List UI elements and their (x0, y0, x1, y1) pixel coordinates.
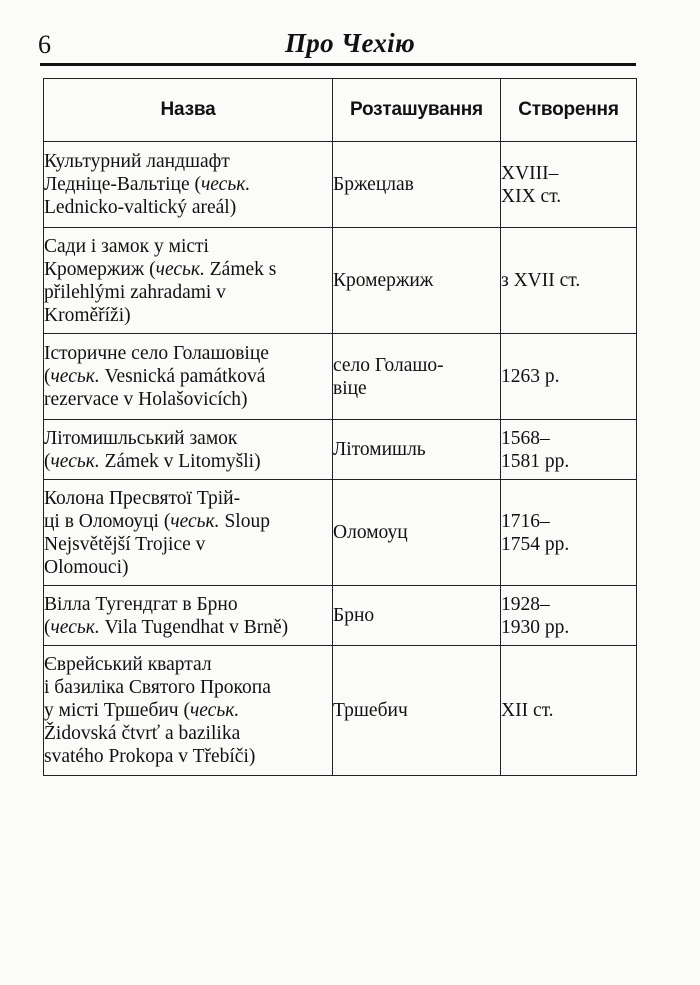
date-line: 1263 р. (501, 366, 560, 387)
running-title: Про Чехію (285, 28, 415, 58)
site-name-text: Židovská čtvrť a bazilika (44, 723, 241, 744)
czech-name-text: Zámek v Litomyšli) (99, 450, 261, 472)
czech-name-text: Zámek s (204, 258, 277, 280)
czech-abbrev-label: чеськ. (50, 450, 100, 472)
table-body (44, 142, 637, 776)
date-line: 1754 рр. (501, 533, 570, 555)
location-line: Бржецлав (333, 174, 414, 195)
site-name-text: Ледніце-Вальтіце ( (44, 174, 201, 195)
site-name-text: Сади і замок у місті (44, 235, 209, 257)
cell-location (333, 228, 501, 334)
czech-abbrev-label: чеськ. (189, 700, 240, 721)
site-name-line (44, 258, 332, 281)
site-name-text: у місті Тршебич ( (44, 700, 190, 721)
site-name-line (44, 616, 332, 639)
site-name-line (44, 196, 332, 219)
site-name-line (44, 556, 332, 579)
site-name-text: і базиліка Святого Прокопа (44, 677, 271, 698)
date-line: 1930 рр. (501, 616, 570, 638)
cell-location (333, 420, 501, 480)
table-row (44, 142, 637, 228)
site-name-line (44, 150, 332, 173)
czech-abbrev-label: чеськ. (50, 616, 100, 638)
site-name-text: Літомишльський замок (44, 427, 238, 449)
cell-site-name (44, 646, 333, 776)
date-line: XII ст. (501, 700, 554, 721)
column-header-name: Назва (44, 79, 333, 142)
location-line: Тршебич (333, 700, 408, 721)
site-name-text: Колона Пресвятої Трій- (44, 487, 241, 509)
site-name-line (44, 235, 332, 258)
column-header-location: Розташування (333, 79, 501, 142)
table-row (44, 228, 637, 334)
czech-abbrev-label: чеськ. (50, 366, 100, 387)
date-line: 1581 рр. (501, 450, 570, 472)
date-line: 1716– (501, 510, 550, 532)
site-name-line (44, 388, 332, 411)
site-name-text: Вілла Тугендгат в Брно (44, 593, 238, 615)
cell-site-name (44, 480, 333, 586)
cell-date (501, 480, 637, 586)
site-name-line (44, 281, 332, 304)
site-name-text: Єврейський квартал (44, 654, 212, 675)
site-name-line (44, 304, 332, 327)
czech-abbrev-label: чеськ. (170, 510, 220, 532)
site-name-text: Lednicko-valtický areál) (44, 197, 237, 218)
site-name-text: Кромержиж ( (44, 258, 156, 280)
cell-location (333, 646, 501, 776)
date-line: XIX ст. (501, 185, 562, 207)
site-name-text: ( (44, 616, 51, 638)
cell-date (501, 334, 637, 420)
cell-site-name (44, 228, 333, 334)
cell-location (333, 142, 501, 228)
table-header-row (44, 79, 637, 142)
site-name-line (44, 653, 332, 676)
site-name-line (44, 365, 332, 388)
header-rule (40, 63, 636, 66)
czech-name-text: Vila Tugendhat v Brně) (99, 616, 289, 638)
site-name-text: svatého Prokopa v Třebíči) (44, 746, 256, 767)
cell-date (501, 228, 637, 334)
site-name-line (44, 722, 332, 745)
site-name-line (44, 593, 332, 616)
cell-site-name (44, 142, 333, 228)
location-line: Оломоуц (333, 522, 408, 543)
cell-date (501, 420, 637, 480)
location-line: Літомишль (333, 439, 426, 460)
site-name-line (44, 510, 332, 533)
column-header-date: Створення (501, 79, 637, 142)
date-line: з XVII ст. (501, 270, 581, 291)
site-name-text: ( (44, 366, 51, 387)
cell-date (501, 142, 637, 228)
location-line: Брно (333, 605, 375, 626)
site-name-line (44, 487, 332, 510)
cell-site-name (44, 334, 333, 420)
site-name-line (44, 450, 332, 473)
czech-name-text: Vesnická památková (99, 366, 266, 387)
table-row (44, 646, 637, 776)
cell-location (333, 334, 501, 420)
date-line: 1568– (501, 427, 550, 449)
czech-name-text: Sloup (219, 510, 270, 532)
table-row (44, 334, 637, 420)
table-row (44, 420, 637, 480)
site-name-text: ці в Оломоуці ( (44, 510, 171, 532)
site-name-line (44, 699, 332, 722)
site-name-text: Культурний ландшафт (44, 151, 230, 172)
table-row (44, 480, 637, 586)
site-name-text: Історичне село Голашовіце (44, 343, 269, 364)
cell-location (333, 480, 501, 586)
site-name-text: rezervace v Holašovicích) (44, 389, 248, 410)
site-name-text: Kroměříži) (44, 304, 131, 326)
date-line: XVIII– (501, 162, 559, 184)
cell-date (501, 646, 637, 776)
site-name-line (44, 745, 332, 768)
cell-date (501, 586, 637, 646)
site-name-line (44, 427, 332, 450)
site-name-text: Nejsvětější Trojice v (44, 533, 206, 555)
page-number: 6 (38, 30, 51, 59)
site-name-text: přilehlými zahradami v (44, 281, 226, 303)
cell-site-name (44, 586, 333, 646)
cell-location (333, 586, 501, 646)
site-name-text: Olomouci) (44, 556, 129, 578)
site-name-line (44, 676, 332, 699)
date-line: 1928– (501, 593, 550, 615)
site-name-line (44, 173, 332, 196)
site-name-line (44, 342, 332, 365)
table-row (44, 586, 637, 646)
cell-site-name (44, 420, 333, 480)
location-line: віце (333, 377, 367, 399)
heritage-sites-table (43, 78, 637, 776)
site-name-text: ( (44, 450, 51, 472)
location-line: село Голашо- (333, 354, 444, 376)
czech-abbrev-label: чеськ. (155, 258, 205, 280)
czech-abbrev-label: чеськ. (200, 174, 251, 195)
location-line: Кромержиж (333, 270, 434, 291)
site-name-line (44, 533, 332, 556)
